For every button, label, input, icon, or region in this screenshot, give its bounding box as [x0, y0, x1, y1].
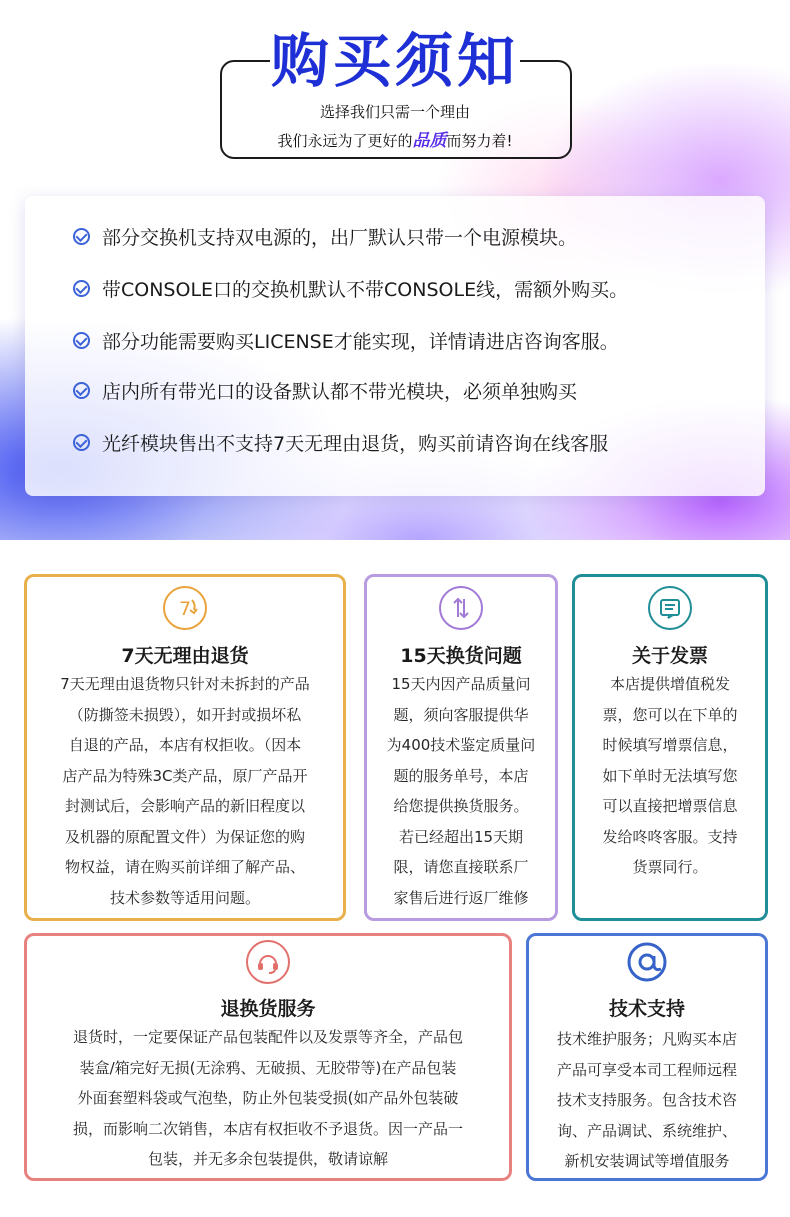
card-line: （防撕签未损毁），如开封或损坏私: [68, 705, 302, 724]
card-line: 家售后进行返厂维修: [393, 888, 529, 907]
card-invoice: [572, 574, 768, 921]
card-line: 发给咚咚客服。支持: [602, 827, 738, 846]
card-line: 可以直接把增票信息: [602, 797, 738, 815]
page-title: 购买须知: [270, 27, 519, 95]
card-15-day-exchange: [364, 574, 558, 921]
hero-section: [0, 0, 790, 540]
card-line: 若已经超出15天期: [398, 827, 524, 846]
card-line: 技术维护服务；凡购买本店: [556, 1030, 737, 1048]
subtitle-line-2: [220, 126, 570, 151]
card-title: 15天换货问题: [400, 645, 522, 667]
card-line: 时候填写增票信息，: [602, 736, 738, 754]
card-7-day-return: [24, 574, 346, 921]
card-line: 装盒/箱完好无损(无涂鸦、无破损、无胶带等)在产品包装: [79, 1058, 457, 1077]
card-line: 物权益，请在购买前详细了解产品、: [64, 858, 305, 876]
card-line: 15天内因产品质量问: [391, 675, 531, 693]
card-line: 产品可享受本司工程师远程: [556, 1060, 737, 1079]
card-line: 给您提供换货服务。: [393, 797, 529, 815]
card-return-service: [24, 933, 512, 1181]
quality-highlight: 品质: [412, 131, 447, 151]
notice-item: [73, 428, 608, 456]
card-tech-support: [526, 933, 768, 1181]
card-body: [367, 669, 555, 913]
card-body: [575, 669, 765, 883]
card-line: 技术支持服务。包含技术咨: [556, 1091, 737, 1109]
svg-text:7: 7: [179, 598, 192, 620]
notice-text: 带CONSOLE口的交换机默认不带CONSOLE线，需额外购买。: [102, 278, 629, 301]
notice-item: [73, 274, 628, 302]
notice-item: [73, 222, 577, 250]
check-circle-icon: [73, 228, 90, 245]
card-line: 外面套塑料袋或气泡垫，防止外包装受损(如产品外包装破: [77, 1089, 459, 1107]
card-line: 退货时，一定要保证产品包装配件以及发票等齐全，产品包: [72, 1028, 463, 1046]
check-circle-icon: [73, 434, 90, 451]
card-line: 新机安装调试等增值服务: [564, 1152, 730, 1170]
check-circle-icon: [73, 332, 90, 349]
card-line: 包装，并无多余包装提供，敬请谅解: [147, 1150, 388, 1168]
card-line: 如下单时无法填写您: [602, 766, 738, 785]
check-circle-icon: [73, 382, 90, 399]
card-line: 为400技术鉴定质量问: [386, 736, 536, 754]
notice-text: 部分功能需要购买LICENSE才能实现，详情请进店咨询客服。: [102, 330, 619, 353]
check-circle-icon: [73, 280, 90, 297]
card-line: 店产品为特殊3C类产品，原厂产品开: [62, 766, 308, 785]
subtitle-line-1: 选择我们只需一个理由: [319, 103, 470, 121]
card-line: 自退的产品，本店有权拒收。（因本: [68, 736, 302, 754]
exchange-arrows-icon: [439, 586, 483, 630]
notice-item: [73, 376, 577, 404]
invoice-icon: [648, 586, 692, 630]
headset-icon: [246, 940, 290, 984]
at-sign-icon: [625, 940, 669, 984]
card-body: [27, 1022, 509, 1175]
card-title: 7天无理由退货: [121, 645, 249, 667]
notice-text: 部分交换机支持双电源的，出厂默认只带一个电源模块。: [102, 226, 578, 249]
card-line: 询、产品调试、系统维护、: [556, 1121, 737, 1140]
card-line: 限，请您直接联系厂: [393, 858, 529, 876]
card-line: 题，须向客服提供华: [393, 705, 529, 724]
subtitle-suffix: 而努力着!: [446, 132, 513, 150]
card-body: [529, 1024, 765, 1177]
card-body: [27, 669, 343, 913]
card-line: 题的服务单号，本店: [393, 766, 529, 785]
card-line: 封测试后，会影响产品的新旧程度以: [64, 797, 305, 815]
card-line: 及机器的原配置文件）为保证您的购: [64, 827, 305, 846]
card-line: 货票同行。: [632, 858, 708, 876]
notice-text: 光纤模块售出不支持7天无理由退货，购买前请咨询在线客服: [102, 432, 609, 455]
card-line: 7天无理由退货物只针对未拆封的产品: [60, 675, 310, 693]
card-line: 损，而影响二次销售，本店有权拒收不予退货。因一产品一: [72, 1119, 463, 1138]
card-line: 票，您可以在下单的: [602, 705, 738, 724]
card-line: 技术参数等适用问题。: [109, 888, 260, 907]
card-title: 技术支持: [608, 998, 685, 1020]
card-line: 本店提供增值税发: [609, 675, 730, 693]
card-title: 退换货服务: [220, 998, 316, 1020]
subtitle-prefix: 我们永远为了更好的: [277, 132, 413, 150]
notice-item: [73, 326, 619, 354]
notice-text: 店内所有带光口的设备默认都不带光模块，必须单独购买: [102, 380, 578, 403]
notice-card: [25, 196, 765, 496]
card-title: 关于发票: [631, 645, 708, 667]
7-day-return-icon: [163, 586, 207, 630]
